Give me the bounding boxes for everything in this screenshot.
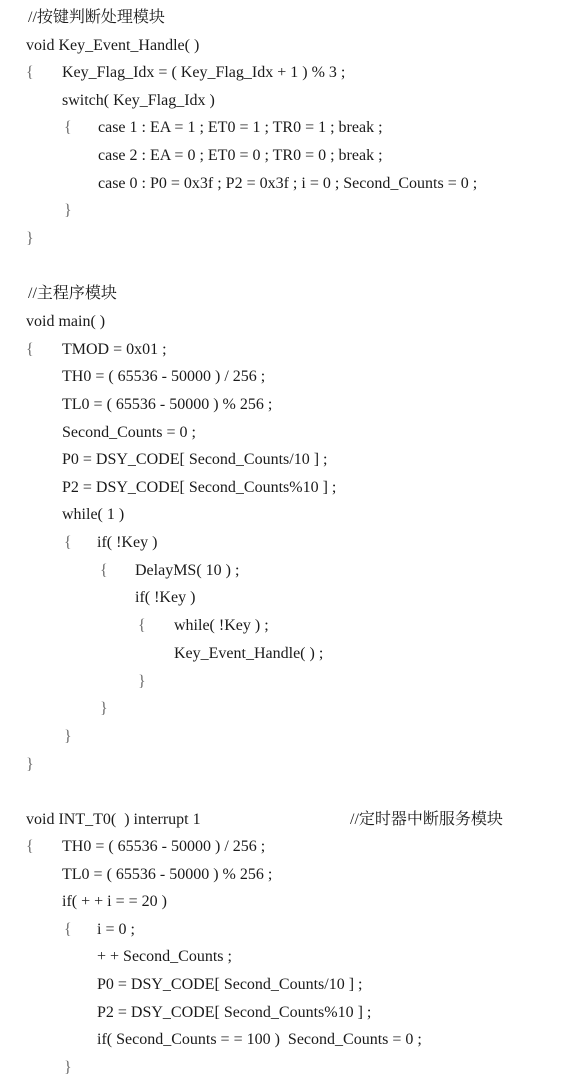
code-comment: //按键判断处理模块 [28,9,165,26]
code-brace: { [26,64,34,81]
code-line: Key_Flag_Idx = ( Key_Flag_Idx + 1 ) % 3 ; [62,64,346,81]
code-line: TH0 = ( 65536 - 50000 ) / 256 ; [62,838,266,855]
code-line: if( Second_Counts = = 100 ) Second_Counts = 0 ; [97,1031,422,1048]
code-line: void Key_Event_Handle( ) [26,37,200,54]
code-line: TL0 = ( 65536 - 50000 ) % 256 ; [62,866,273,883]
code-comment: //主程序模块 [28,285,117,302]
code-brace: { [26,838,34,855]
code-line: while( 1 ) [62,506,125,523]
code-brace: { [64,921,72,938]
code-line: if( !Key ) [135,589,196,606]
code-brace: } [64,728,72,745]
code-brace: { [64,534,72,551]
code-line: i = 0 ; [97,921,135,938]
code-brace: { [138,617,146,634]
code-brace: { [100,562,108,579]
code-brace: { [64,119,72,136]
code-line: P0 = DSY_CODE[ Second_Counts/10 ] ; [97,976,363,993]
code-line: case 1 : EA = 1 ; ET0 = 1 ; TR0 = 1 ; break ; [98,119,383,136]
code-line: void INT_T0( ) interrupt 1 [26,811,201,828]
code-line: if( !Key ) [97,534,158,551]
code-line: case 0 : P0 = 0x3f ; P2 = 0x3f ; i = 0 ; Second_Counts = 0 ; [98,175,478,192]
code-line: P2 = DSY_CODE[ Second_Counts%10 ] ; [97,1004,372,1021]
code-brace: } [100,700,108,717]
code-line: Second_Counts = 0 ; [62,424,196,441]
code-line: + + Second_Counts ; [97,948,232,965]
code-line: TH0 = ( 65536 - 50000 ) / 256 ; [62,368,266,385]
code-brace: } [26,230,34,247]
code-brace: } [138,673,146,690]
code-brace: } [64,1059,72,1076]
code-line: switch( Key_Flag_Idx ) [62,92,215,109]
code-line: P2 = DSY_CODE[ Second_Counts%10 ] ; [62,479,337,496]
code-line: while( !Key ) ; [174,617,269,634]
code-line: DelayMS( 10 ) ; [135,562,240,579]
code-line: case 2 : EA = 0 ; ET0 = 0 ; TR0 = 0 ; break ; [98,147,383,164]
code-line: if( + + i = = 20 ) [62,893,167,910]
code-comment: //定时器中断服务模块 [350,811,503,828]
code-brace: { [26,341,34,358]
code-line: TL0 = ( 65536 - 50000 ) % 256 ; [62,396,273,413]
code-line: TMOD = 0x01 ; [62,341,167,358]
code-line: P0 = DSY_CODE[ Second_Counts/10 ] ; [62,451,328,468]
code-line: Key_Event_Handle( ) ; [174,645,324,662]
code-brace: } [64,202,72,219]
code-line: void main( ) [26,313,106,330]
code-brace: } [26,756,34,773]
